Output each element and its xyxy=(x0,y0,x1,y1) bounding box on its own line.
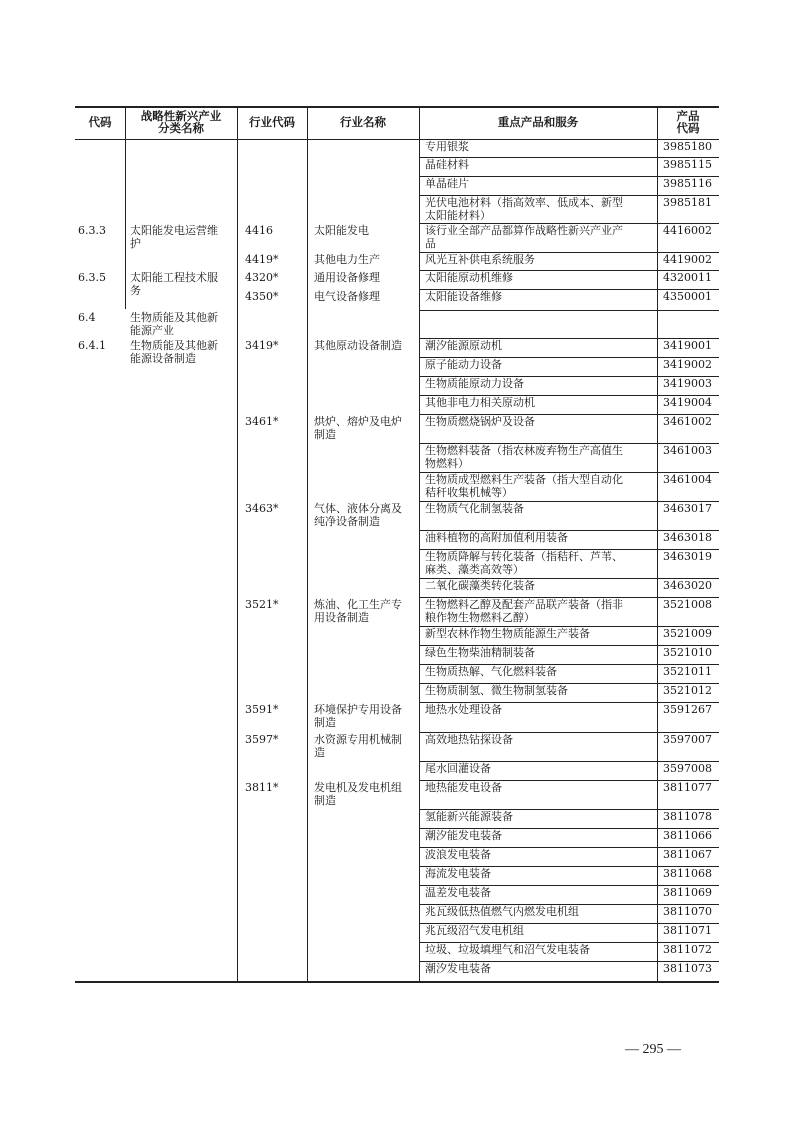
row-divider xyxy=(419,847,719,848)
row-divider xyxy=(419,780,719,781)
industry-name: 电气设备修理 xyxy=(314,290,380,303)
product-name: 二氧化碳藻类转化装备 xyxy=(425,579,535,592)
product-name: 生物质制氢、微生物制氢装备 xyxy=(425,684,568,697)
product-code: 3461003 xyxy=(663,444,712,457)
product-name: 太阳能材料） xyxy=(425,209,491,222)
row-divider xyxy=(419,176,719,177)
category-name: 生物质能及其他新 xyxy=(130,339,218,352)
header-strategic-name: 战略性新兴产业 分类名称 xyxy=(140,109,222,135)
product-name: 绿色生物柴油精制装备 xyxy=(425,646,535,659)
product-code: 4320011 xyxy=(663,271,712,284)
table-bottom-rule xyxy=(75,981,719,983)
table-top-rule xyxy=(75,106,719,108)
row-divider xyxy=(419,828,719,829)
product-code: 3811072 xyxy=(663,943,712,956)
product-code: 3461004 xyxy=(663,473,712,486)
product-name: 地热水处理设备 xyxy=(425,703,502,716)
product-code: 3985181 xyxy=(663,196,712,209)
industry-name: 烘炉、熔炉及电炉 xyxy=(314,415,402,428)
row-divider xyxy=(419,923,719,924)
product-code: 3811068 xyxy=(663,867,712,880)
product-code: 4416002 xyxy=(663,224,712,237)
product-code: 3419004 xyxy=(663,396,712,409)
row-divider xyxy=(419,866,719,867)
product-code: 3521012 xyxy=(663,684,712,697)
product-name: 潮汐发电装备 xyxy=(425,962,491,975)
product-name: 生物质降解与转化装备（指秸秆、芦苇、 xyxy=(425,550,623,563)
product-name: 海流发电装备 xyxy=(425,867,491,880)
column-divider xyxy=(657,139,658,982)
row-divider xyxy=(419,195,719,196)
row-divider xyxy=(419,223,719,224)
row-divider xyxy=(419,683,719,684)
row-divider xyxy=(419,338,719,339)
header-divider xyxy=(307,106,308,139)
product-name: 生物质成型燃料生产装备（指大型自动化 xyxy=(425,473,623,486)
product-code: 4419002 xyxy=(663,253,712,266)
row-divider xyxy=(419,645,719,646)
industry-name: 水资源专用机械制 xyxy=(314,733,402,746)
industry-name: 环境保护专用设备 xyxy=(314,703,402,716)
industry-code: 3461* xyxy=(245,415,279,428)
row-divider xyxy=(419,530,719,531)
row-divider xyxy=(419,904,719,905)
product-code: 3419001 xyxy=(663,339,712,352)
product-code: 3521009 xyxy=(663,627,712,640)
row-divider xyxy=(419,310,719,311)
header-products: 重点产品和服务 xyxy=(497,115,579,129)
column-divider xyxy=(419,139,420,982)
industry-name: 用设备制造 xyxy=(314,611,369,624)
product-name: 地热能发电设备 xyxy=(425,781,502,794)
product-name: 兆瓦级沼气发电机组 xyxy=(425,924,524,937)
row-divider xyxy=(419,357,719,358)
product-code: 3811078 xyxy=(663,810,712,823)
category-name: 务 xyxy=(130,284,141,297)
category-name: 生物质能及其他新 xyxy=(130,311,218,324)
header-industry-name: 行业名称 xyxy=(340,115,386,129)
header-rule xyxy=(75,139,719,140)
industry-name: 太阳能发电 xyxy=(314,224,369,237)
product-code: 3811066 xyxy=(663,829,712,842)
industry-name: 纯净设备制造 xyxy=(314,515,380,528)
industry-name: 造 xyxy=(314,746,325,759)
product-code: 3597008 xyxy=(663,762,712,775)
category-code: 6.4 xyxy=(78,311,96,324)
product-name: 生物质能原动力设备 xyxy=(425,377,524,390)
row-divider xyxy=(419,549,719,550)
product-name: 风光互补供电系统服务 xyxy=(425,253,535,266)
row-divider xyxy=(419,664,719,665)
category-code: 6.3.5 xyxy=(78,271,106,284)
industry-code: 4416 xyxy=(245,224,273,237)
category-name: 能源产业 xyxy=(130,324,174,337)
category-code: 6.4.1 xyxy=(78,339,106,352)
industry-name: 发电机及发电机组 xyxy=(314,781,402,794)
product-name: 垃圾、垃圾填埋气和沼气发电装备 xyxy=(425,943,590,956)
header-code: 代码 xyxy=(88,115,112,129)
product-code: 3419002 xyxy=(663,358,712,371)
row-divider xyxy=(419,289,719,290)
product-name: 物燃料） xyxy=(425,457,469,470)
header-divider xyxy=(419,106,420,139)
product-code: 3985180 xyxy=(663,140,712,153)
product-name: 生物燃料乙醇及配套产品联产装备（指非 xyxy=(425,598,623,611)
product-name: 温差发电装备 xyxy=(425,886,491,899)
row-divider xyxy=(419,761,719,762)
product-name: 该行业全部产品都算作战略性新兴产业产 xyxy=(425,224,623,237)
header-divider xyxy=(125,106,126,139)
product-name: 粮作物生物燃料乙醇） xyxy=(425,611,535,624)
product-name: 潮汐能发电装备 xyxy=(425,829,502,842)
product-name: 晶硅材料 xyxy=(425,158,469,171)
column-divider xyxy=(237,139,238,982)
row-divider xyxy=(419,702,719,703)
header-divider xyxy=(237,106,238,139)
row-divider xyxy=(419,376,719,377)
row-divider xyxy=(419,961,719,962)
industry-code: 3521* xyxy=(245,598,279,611)
industry-code: 3463* xyxy=(245,502,279,515)
category-code: 6.3.3 xyxy=(78,224,106,237)
row-divider xyxy=(419,395,719,396)
product-code: 3811077 xyxy=(663,781,712,794)
product-name: 生物质热解、气化燃料装备 xyxy=(425,665,557,678)
row-divider xyxy=(419,578,719,579)
industry-code: 4350* xyxy=(245,290,279,303)
column-divider xyxy=(307,139,308,982)
product-name: 专用银浆 xyxy=(425,140,469,153)
product-name: 尾水回灌设备 xyxy=(425,762,491,775)
industry-name: 通用设备修理 xyxy=(314,271,380,284)
product-code: 3811069 xyxy=(663,886,712,899)
header-industry-code: 行业代码 xyxy=(249,115,295,129)
row-divider xyxy=(419,472,719,473)
industry-name: 气体、液体分离及 xyxy=(314,502,402,515)
product-code: 3811073 xyxy=(663,962,712,975)
product-name: 单晶硅片 xyxy=(425,177,469,190)
product-code: 3463018 xyxy=(663,531,712,544)
header-product-code: 产品 代码 xyxy=(676,109,700,135)
product-code: 3463019 xyxy=(663,550,712,563)
column-divider xyxy=(125,139,126,309)
row-divider xyxy=(419,443,719,444)
product-code: 3521010 xyxy=(663,646,712,659)
product-code: 3419003 xyxy=(663,377,712,390)
product-name: 生物燃料装备（指农林废弃物生产高值生 xyxy=(425,444,623,457)
product-name: 其他非电力相关原动机 xyxy=(425,396,535,409)
page-number: — 295 — xyxy=(625,1042,681,1057)
product-name: 兆瓦级低热值燃气内燃发电机组 xyxy=(425,905,579,918)
row-divider xyxy=(419,414,719,415)
row-divider xyxy=(419,626,719,627)
industry-code: 3597* xyxy=(245,733,279,746)
product-code: 3521011 xyxy=(663,665,712,678)
industry-name: 制造 xyxy=(314,716,336,729)
product-code: 3985116 xyxy=(663,177,712,190)
product-code: 3463020 xyxy=(663,579,712,592)
industry-name: 炼油、化工生产专 xyxy=(314,598,402,611)
industry-code: 4320* xyxy=(245,271,279,284)
row-divider xyxy=(419,732,719,733)
industry-name: 其他原动设备制造 xyxy=(314,339,402,352)
product-name: 新型农林作物生物质能源生产装备 xyxy=(425,627,590,640)
product-name: 光伏电池材料（指高效率、低成本、新型 xyxy=(425,196,623,209)
product-name: 原子能动力设备 xyxy=(425,358,502,371)
header-divider xyxy=(657,106,658,139)
product-name: 生物质气化制氢装备 xyxy=(425,502,524,515)
industry-code: 3419* xyxy=(245,339,279,352)
row-divider xyxy=(419,942,719,943)
category-name: 护 xyxy=(130,237,141,250)
product-code: 3985115 xyxy=(663,158,712,171)
industry-code: 4419* xyxy=(245,253,279,266)
product-name: 高效地热钻探设备 xyxy=(425,733,513,746)
product-code: 3811067 xyxy=(663,848,712,861)
product-code: 4350001 xyxy=(663,290,712,303)
industry-name: 制造 xyxy=(314,794,336,807)
row-divider xyxy=(419,270,719,271)
product-name: 氢能新兴能源装备 xyxy=(425,810,513,823)
category-name: 太阳能发电运营维 xyxy=(130,224,218,237)
product-name: 油料植物的高附加值利用装备 xyxy=(425,531,568,544)
row-divider xyxy=(419,885,719,886)
row-divider xyxy=(419,252,719,253)
product-name: 太阳能设备维修 xyxy=(425,290,502,303)
product-name: 生物质燃烧锅炉及设备 xyxy=(425,415,535,428)
row-divider xyxy=(419,501,719,502)
product-code: 3811070 xyxy=(663,905,712,918)
product-code: 3811071 xyxy=(663,924,712,937)
product-name: 品 xyxy=(425,237,436,250)
industry-name: 其他电力生产 xyxy=(314,253,380,266)
row-divider xyxy=(419,597,719,598)
product-code: 3521008 xyxy=(663,598,712,611)
product-name: 秸秆收集机械等） xyxy=(425,486,513,499)
industry-code: 3811* xyxy=(245,781,279,794)
product-code: 3463017 xyxy=(663,502,712,515)
product-code: 3597007 xyxy=(663,733,712,746)
category-name: 能源设备制造 xyxy=(130,352,196,365)
industry-name: 制造 xyxy=(314,428,336,441)
product-code: 3591267 xyxy=(663,703,712,716)
row-divider xyxy=(419,809,719,810)
product-name: 太阳能原动机维修 xyxy=(425,271,513,284)
industry-code: 3591* xyxy=(245,703,279,716)
product-name: 潮汐能源原动机 xyxy=(425,339,502,352)
category-name: 太阳能工程技术服 xyxy=(130,271,218,284)
product-name: 麻类、藻类高效等） xyxy=(425,563,524,576)
row-divider xyxy=(419,157,719,158)
product-code: 3461002 xyxy=(663,415,712,428)
product-name: 波浪发电装备 xyxy=(425,848,491,861)
